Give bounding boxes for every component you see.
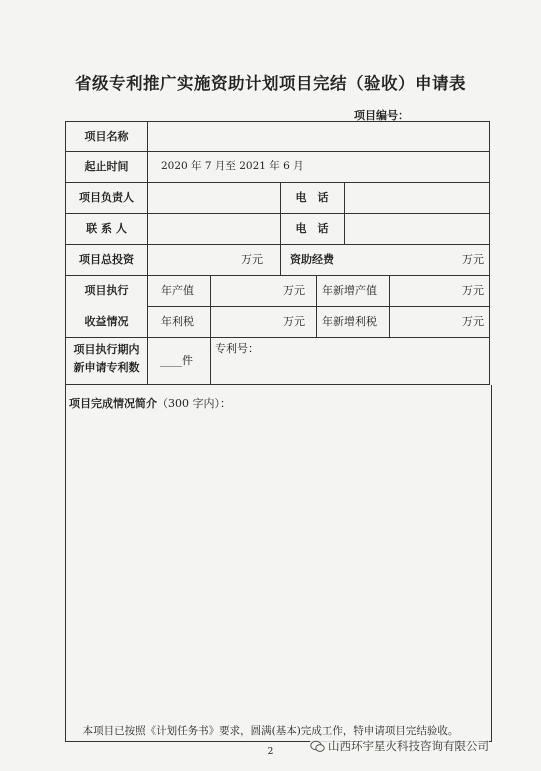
annual-output-unit: 万元 [283,284,305,297]
row-divider [147,306,489,307]
patent-number-label: 专利号： [215,341,259,355]
project-leader-label: 项目负责人 [79,191,134,204]
summary-label [69,395,231,411]
project-name-field[interactable] [148,122,488,151]
col-divider [210,276,211,337]
patents-label-line2: 新申请专利数 [73,360,140,374]
new-output-label: 年新增产值 [322,284,377,297]
period-value: 2020 年 7 月至 2021 年 6 月 [161,160,304,173]
col-divider [389,276,390,337]
col-divider [316,276,317,337]
new-tax-label: 年新增利税 [322,315,377,328]
phone-label-1: 电 话 [295,191,329,204]
patents-count-value: ____件 [160,353,193,367]
total-investment-unit: 万元 [241,253,263,266]
col-divider [210,338,211,384]
annual-tax-unit: 万元 [283,315,305,328]
funding-label: 资助经费 [290,253,334,266]
footer-note: 本项目已按照《计划任务书》要求，圆满(基本)完成工作，特申请项目完结验收。 [82,725,459,737]
summary-label-rest: （300 字内）： [157,397,231,410]
summary-label-bold: 项目完成情况简介 [69,397,157,410]
contact-person-label: 联 系 人 [86,222,127,235]
watermark-text: 山西环宇星火科技咨询有限公司 [328,739,489,753]
watermark [310,738,489,754]
form-title: 省级专利推广实施资助计划项目完结（验收）申请表 [75,74,466,93]
project-number-label: 项目编号： [354,109,409,122]
new-tax-unit: 万元 [462,315,484,328]
row-divider [66,337,489,338]
phone-field-1[interactable] [345,182,488,213]
patents-label-line1: 项目执行期内 [73,342,140,356]
wechat-icon [310,740,325,753]
phone-label-2: 电 话 [295,222,329,235]
total-investment-label: 项目总投资 [79,253,134,266]
project-name-label: 项目名称 [84,130,129,143]
benefit-label-line1: 项目执行 [84,284,129,297]
annual-output-label: 年产值 [161,284,194,297]
project-leader-field[interactable] [148,182,280,213]
period-label: 起止时间 [84,160,129,173]
page-number: 2 [267,747,274,757]
annual-tax-label: 年利税 [161,315,194,328]
benefit-label-line2: 收益情况 [84,315,129,328]
phone-field-2[interactable] [345,213,488,244]
contact-person-field[interactable] [148,213,280,244]
new-output-unit: 万元 [462,284,484,297]
col-divider [147,122,148,384]
funding-unit: 万元 [462,253,484,266]
summary-box[interactable] [65,385,492,742]
